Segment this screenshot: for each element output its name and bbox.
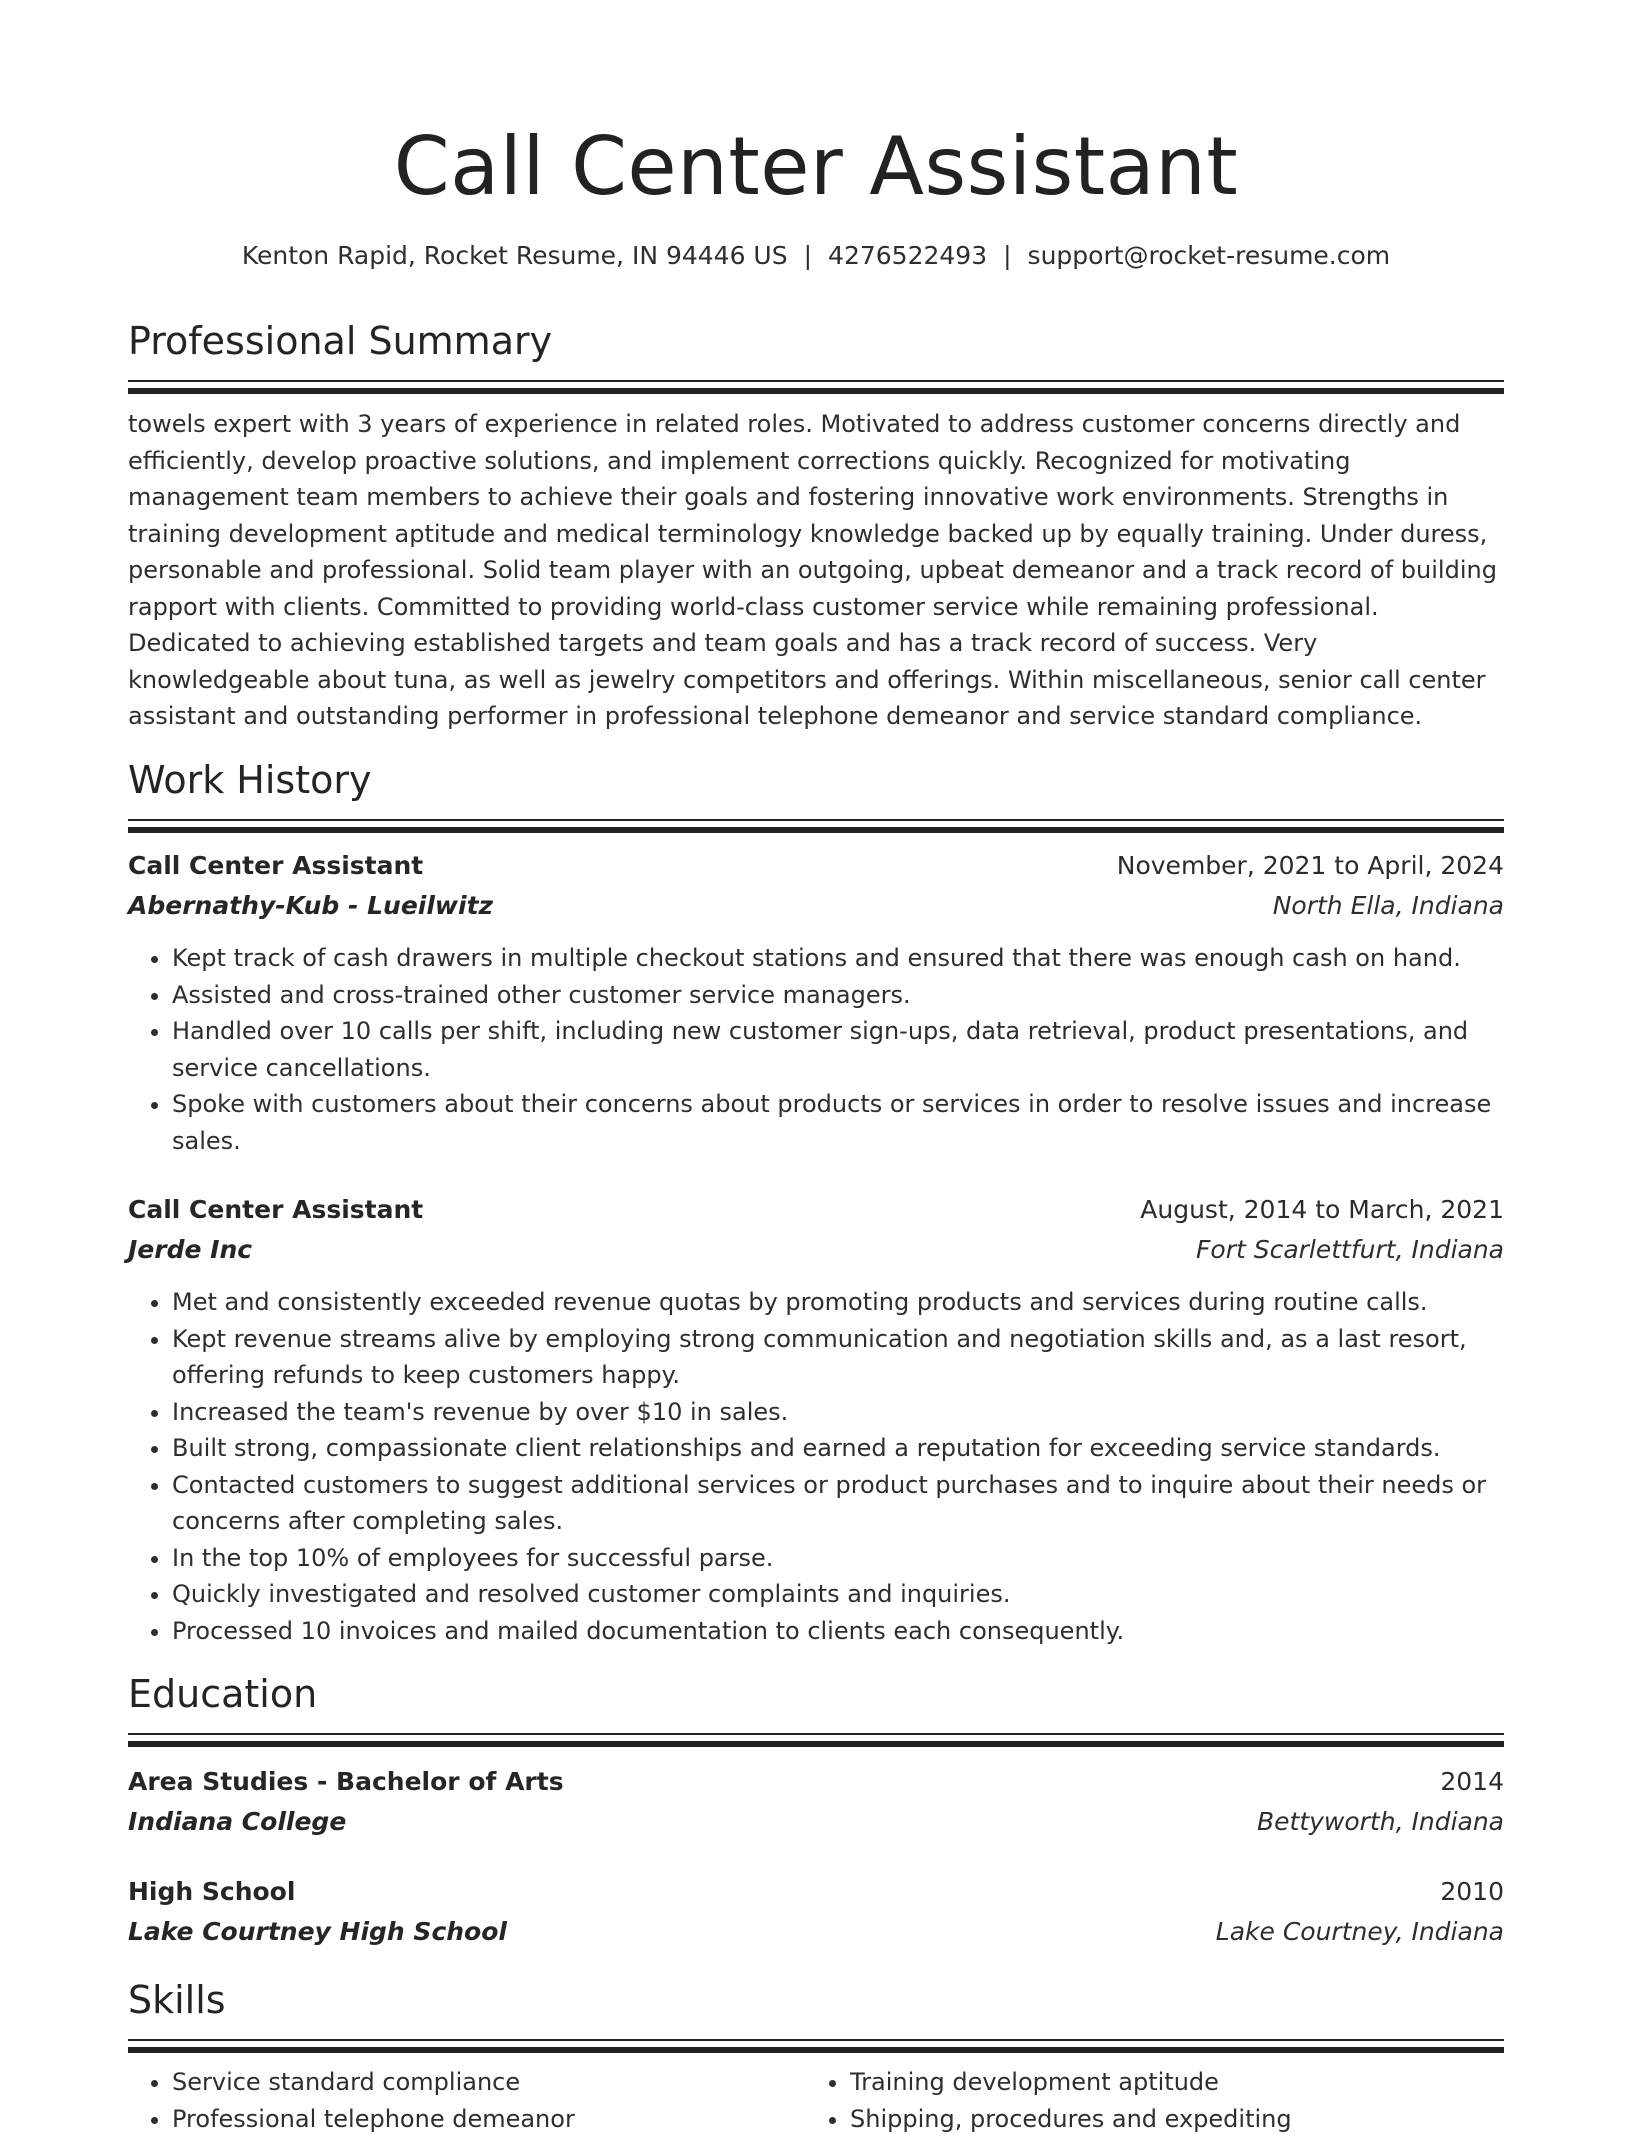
job-bullets bbox=[128, 1284, 1504, 1649]
list-item: • Built strong, compassionate client relationships and earned a reputation for exceeding service standards. bbox=[172, 1430, 1504, 1467]
education-year: 2010 bbox=[1440, 1877, 1504, 1906]
education-header-row bbox=[128, 1872, 1504, 1912]
list-item: • Handled over 10 calls per shift, including new customer sign-ups, data retrieval, product presentations, and service cancellations. bbox=[172, 1013, 1504, 1086]
education-section-header bbox=[128, 1669, 1504, 1747]
education-school-row bbox=[128, 1802, 1504, 1842]
skills-column-right bbox=[806, 2064, 1470, 2137]
job-company: Abernathy-Kub - Lueilwitz bbox=[128, 891, 494, 920]
list-item: • Met and consistently exceeded revenue quotas by promoting products and services during routine calls. bbox=[172, 1284, 1504, 1321]
education-school-row bbox=[128, 1912, 1504, 1952]
section-title: Professional Summary bbox=[128, 319, 553, 363]
job-role: Call Center Assistant bbox=[128, 851, 424, 880]
job-dates: November, 2021 to April, 2024 bbox=[1116, 851, 1504, 880]
education-entry bbox=[128, 1872, 1504, 1952]
section-rule bbox=[128, 1741, 1504, 1747]
education-header-row bbox=[128, 1762, 1504, 1802]
education-location: Lake Courtney, Indiana bbox=[1215, 1917, 1504, 1946]
education-degree: Area Studies - Bachelor of Arts bbox=[128, 1767, 564, 1796]
section-rule bbox=[128, 388, 1504, 394]
education-location: Bettyworth, Indiana bbox=[1256, 1807, 1504, 1836]
work-section-header bbox=[128, 755, 1504, 833]
job-entry bbox=[128, 846, 1504, 1159]
job-location: Fort Scarlettfurt, Indiana bbox=[1196, 1235, 1504, 1264]
job-dates: August, 2014 to March, 2021 bbox=[1140, 1195, 1504, 1224]
education-year: 2014 bbox=[1440, 1767, 1504, 1796]
section-title: Skills bbox=[128, 1978, 226, 2022]
list-item: • Processed 10 invoices and mailed documentation to clients each consequently. bbox=[172, 1613, 1504, 1650]
list-item: • Kept revenue streams alive by employing strong communication and negotiation skills and, as a last resort, offering refunds to keep customers happy. bbox=[172, 1321, 1504, 1394]
contact-phone[interactable]: 4276522493 bbox=[828, 241, 988, 270]
job-company: Jerde Inc bbox=[128, 1235, 253, 1264]
section-rule bbox=[128, 819, 1504, 821]
skills-column-left bbox=[128, 2064, 792, 2137]
list-item: • Kept track of cash drawers in multiple checkout stations and ensured that there was enough cash on hand. bbox=[172, 940, 1504, 977]
section-rule bbox=[128, 2047, 1504, 2053]
contact-line bbox=[128, 236, 1504, 276]
resume-name: Call Center Assistant bbox=[393, 120, 1239, 213]
section-rule bbox=[128, 1733, 1504, 1735]
list-item: • Spoke with customers about their concerns about products or services in order to resolve issues and increase sales. bbox=[172, 1086, 1504, 1159]
education-entry bbox=[128, 1762, 1504, 1842]
education-school: Lake Courtney High School bbox=[128, 1917, 507, 1946]
summary-text: towels expert with 3 years of experience in related roles. Motivated to address customer concerns directly and efficiently, develop proactive solutions, and implement corrections quickly. Recognized for motivating management team members to achieve their goals and fostering innovative work environments. Strengths in training development aptitude and medical terminology knowledge backed up by equally training. Under duress, personable and professional. Solid team player with an outgoing, upbeat demeanor and a track record of building rapport with clients. Committed to providing world-class customer service while remaining professional. Dedicated to achieving established targets and team goals and has a track record of success. Very knowledgeable about tuna, as well as jewelry competitors and offerings. Within miscellaneous, senior call center assistant and outstanding performer in professional telephone demeanor and service standard compliance. bbox=[128, 410, 1497, 730]
contact-separator: | bbox=[1003, 241, 1012, 270]
list-item: • Shipping, procedures and expediting bbox=[850, 2101, 1470, 2138]
skills-section-header bbox=[128, 1975, 1504, 2053]
list-item: • Contacted customers to suggest additional services or product purchases and to inquire about their needs or concerns after completing sales. bbox=[172, 1467, 1504, 1540]
section-rule bbox=[128, 827, 1504, 833]
list-item: • Quickly investigated and resolved customer complaints and inquiries. bbox=[172, 1576, 1504, 1613]
section-rule bbox=[128, 380, 1504, 382]
job-company-row bbox=[128, 1230, 1504, 1270]
job-header-row bbox=[128, 846, 1504, 886]
section-title: Work History bbox=[128, 758, 372, 802]
list-item: • Increased the team's revenue by over $10 in sales. bbox=[172, 1394, 1504, 1431]
summary-section-header bbox=[128, 316, 1504, 394]
education-school: Indiana College bbox=[128, 1807, 347, 1836]
list-item: • Assisted and cross-trained other customer service managers. bbox=[172, 977, 1504, 1014]
skills-list bbox=[128, 2064, 1504, 2144]
section-title: Education bbox=[128, 1672, 318, 1716]
job-bullets bbox=[128, 940, 1504, 1159]
contact-separator: | bbox=[803, 241, 813, 270]
list-item: • Training development aptitude bbox=[850, 2064, 1470, 2101]
list-item: • In the top 10% of employees for successful parse. bbox=[172, 1540, 1504, 1577]
section-rule bbox=[128, 2039, 1504, 2041]
list-item: • Service standard compliance bbox=[172, 2064, 792, 2101]
job-role: Call Center Assistant bbox=[128, 1195, 424, 1224]
job-company-row bbox=[128, 886, 1504, 926]
education-degree: High School bbox=[128, 1877, 296, 1906]
job-header-row bbox=[128, 1190, 1504, 1230]
list-item: • Professional telephone demeanor bbox=[172, 2101, 792, 2138]
job-entry bbox=[128, 1190, 1504, 1649]
job-location: North Ella, Indiana bbox=[1272, 891, 1504, 920]
contact-address: Kenton Rapid, Rocket Resume, IN 94446 US bbox=[241, 241, 788, 270]
contact-email[interactable]: support@rocket-resume.com bbox=[1027, 241, 1391, 270]
